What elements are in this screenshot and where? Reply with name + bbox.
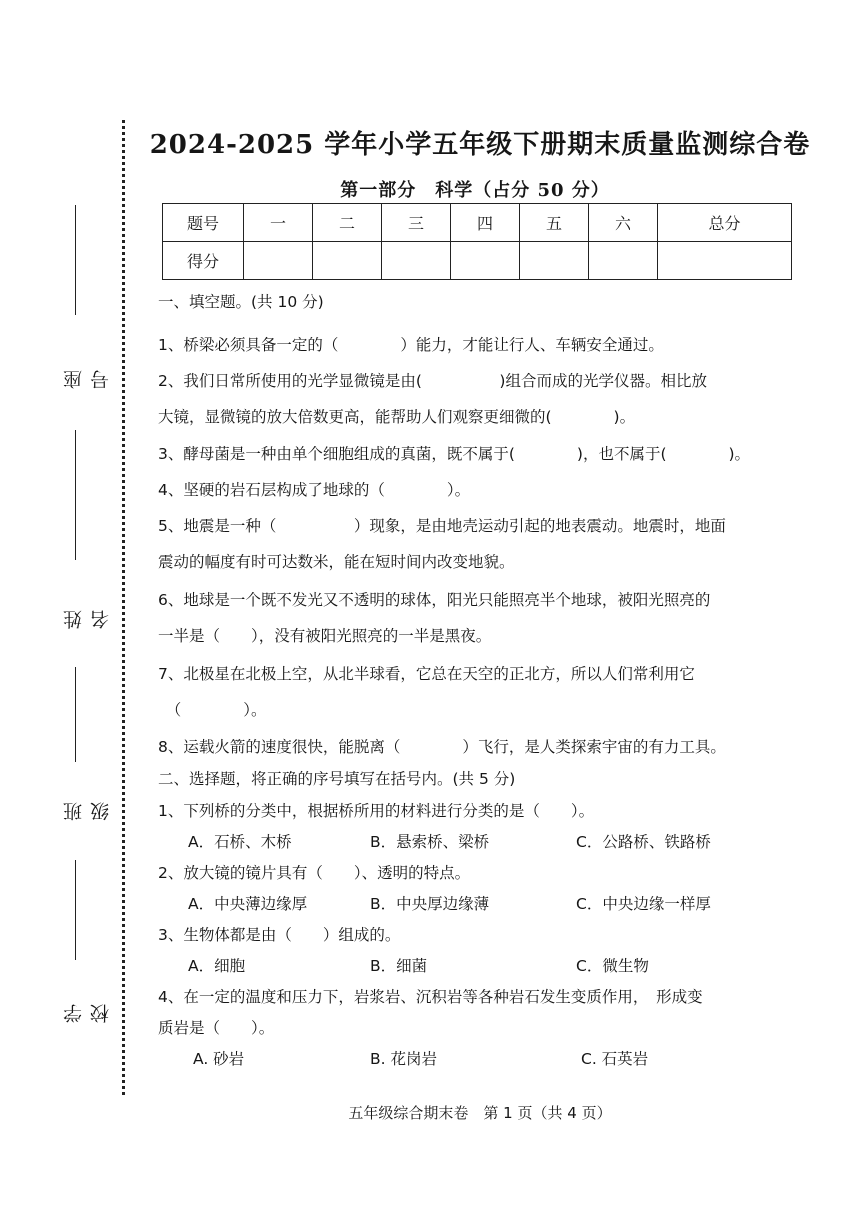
option-c[interactable]: C．微生物: [576, 957, 649, 975]
choice-options: [158, 954, 808, 974]
header-cell: 一: [244, 204, 313, 242]
question-line: （ ）。: [158, 701, 267, 719]
question-line: 4、坚硬的岩石层构成了地球的（ ）。: [158, 481, 471, 499]
option-b[interactable]: B．细菌: [370, 957, 428, 975]
option-b[interactable]: B．悬索桥、梁桥: [370, 833, 490, 851]
option-a[interactable]: A．石桥、木桥: [188, 833, 292, 851]
seat-line: [75, 205, 76, 315]
header-cell: 四: [451, 204, 520, 242]
class-label: 班 级: [63, 788, 112, 822]
school-line: [75, 860, 76, 960]
score-table-score-row: [163, 242, 792, 280]
class-line: [75, 667, 76, 762]
score-cell[interactable]: [451, 242, 520, 280]
option-b[interactable]: B．中央厚边缘薄: [370, 895, 490, 913]
header-cell: 五: [520, 204, 589, 242]
question-line: 3、酵母菌是一种由单个细胞组成的真菌，既不属于( )，也不属于( )。: [158, 445, 751, 463]
section-heading: 二、选择题，将正确的序号填写在括号内。(共 5 分): [158, 770, 516, 788]
seat-label: 座 号: [63, 356, 112, 390]
school-label: 学 校: [63, 990, 112, 1024]
question-line: 2、我们日常所使用的光学显微镜是由( )组合而成的光学仪器。相比放: [158, 372, 707, 390]
score-cell[interactable]: [520, 242, 589, 280]
choice-options: [158, 830, 808, 850]
option-b[interactable]: B. 花岗岩: [370, 1050, 437, 1068]
question-line: 5、地震是一种（ ）现象，是由地壳运动引起的地表震动。地震时，地面: [158, 517, 726, 535]
header-cell: 六: [589, 204, 658, 242]
choice-options: [158, 892, 808, 912]
header-cell: 总分: [658, 204, 792, 242]
option-c[interactable]: C. 石英岩: [581, 1050, 649, 1068]
choice-question-stem: 2、放大镜的镜片具有（ ）、透明的特点。: [158, 864, 471, 882]
choice-question-stem-cont: 质岩是（ ）。: [158, 1019, 275, 1037]
option-a[interactable]: A. 砂岩: [193, 1050, 245, 1068]
score-cell[interactable]: [589, 242, 658, 280]
score-cell[interactable]: [244, 242, 313, 280]
choice-question-stem: 3、生物体都是由（ ）组成的。: [158, 926, 401, 944]
page-footer: 五年级综合期末卷 第 1 页（共 4 页）: [348, 1104, 612, 1122]
question-line: 6、地球是一个既不发光又不透明的球体，阳光只能照亮半个地球，被阳光照亮的: [158, 591, 711, 609]
exam-title: 2024-2025 学年小学五年级下册期末质量监测综合卷: [149, 130, 811, 160]
part-subtitle: 第一部分 科学（占分 50 分）: [340, 180, 610, 201]
binding-info-panel: [48, 205, 112, 1055]
question-line: 8、运载火箭的速度很快，能脱离（ ）飞行，是人类探索宇宙的有力工具。: [158, 738, 726, 756]
name-label: 姓 名: [63, 596, 112, 630]
name-line: [75, 430, 76, 560]
question-line: 震动的幅度有时可达数米，能在短时间内改变地貌。: [158, 553, 515, 571]
choice-question-stem: 1、下列桥的分类中，根据桥所用的材料进行分类的是（ ）。: [158, 802, 595, 820]
question-line: 一半是（ ），没有被阳光照亮的一半是黑夜。: [158, 627, 492, 645]
option-c[interactable]: C．中央边缘一样厚: [576, 895, 711, 913]
dotted-binding-line: [122, 120, 125, 1095]
header-cell: 二: [313, 204, 382, 242]
option-a[interactable]: A．中央薄边缘厚: [188, 895, 308, 913]
question-line: 大镜，显微镜的放大倍数更高，能帮助人们观察更细微的( )。: [158, 408, 636, 426]
question-line: 7、北极星在北极上空，从北半球看，它总在天空的正北方，所以人们常利用它: [158, 665, 695, 683]
score-table: [162, 203, 792, 280]
choice-options: [158, 1047, 808, 1067]
header-cell: 三: [382, 204, 451, 242]
option-c[interactable]: C．公路桥、铁路桥: [576, 833, 711, 851]
header-cell: 题号: [163, 204, 244, 242]
question-line: 1、桥梁必须具备一定的（ ）能力，才能让行人、车辆安全通过。: [158, 336, 664, 354]
section-heading: 一、填空题。(共 10 分): [158, 293, 324, 311]
score-cell[interactable]: [313, 242, 382, 280]
choice-question-stem: 4、在一定的温度和压力下，岩浆岩、沉积岩等各种岩石发生变质作用， 形成变: [158, 988, 703, 1006]
option-a[interactable]: A．细胞: [188, 957, 246, 975]
score-cell[interactable]: [658, 242, 792, 280]
score-row-label: 得分: [163, 242, 244, 280]
score-table-header-row: [163, 204, 792, 242]
score-cell[interactable]: [382, 242, 451, 280]
